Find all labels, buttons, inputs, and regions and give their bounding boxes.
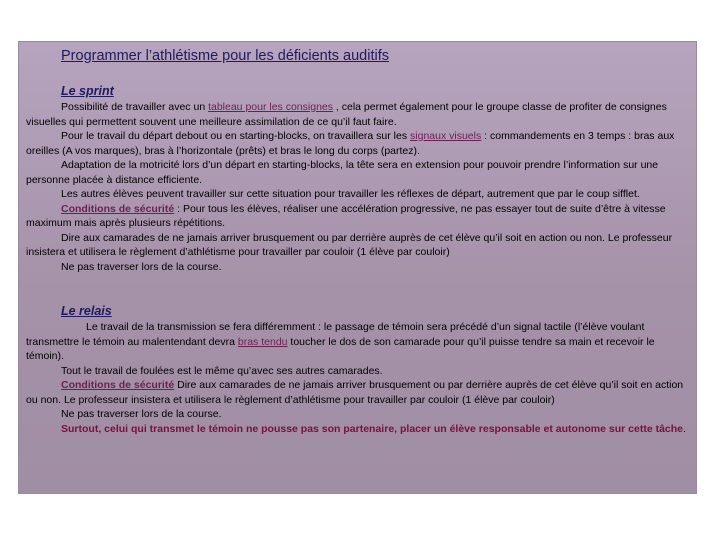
highlight-warning: Surtout, celui qui transmet le témoin ne pousse pas son partenaire, placer un élève responsable et autonome sur cette tâche [61,422,684,435]
section-heading-sprint: Le sprint [61,84,114,98]
sprint-paragraph-traverser: Ne pas traverser lors de la course. [61,260,222,273]
safety-conditions-label: Conditions de sécurité [61,379,175,391]
sprint-paragraph-signaux: Pour le travail du départ debout ou en starting-blocks, on travaillera sur les signaux visuels : commandements en 3 temps : bras aux oreilles (A vos marques), bras à l’horizontale (prêts) et bras le long du corps (partez). [26,130,675,157]
sprint-section [26,100,689,274]
relais-paragraph-surtout: Surtout, celui qui transmet le témoin ne pousse pas son partenaire, placer un élève responsable et autonome sur cette tâche. [61,422,686,435]
relais-paragraph-foulees: Tout le travail de foulées est le même qu’avec ses autres camarades. [61,364,383,377]
relais-paragraph-transmission: Le travail de la transmission se fera différemment : le passage de témoin sera précédé d’un signal tactile (l’élève voulant transmettre le témoin au malentendant devra bras tendu toucher le dos de son camarade pour qu’il puisse tendre sa main et recevoir le témoin). [26,321,655,362]
sprint-paragraph-motricite: Adaptation de la motricité lors d’un départ en starting-blocks, la tête sera en extension pour pouvoir prendre l’information sur une personne placée à distance efficiente. [26,159,659,186]
bras-tendu-link[interactable]: bras tendu [237,335,288,348]
slide [18,41,697,494]
signaux-visuels-link[interactable]: signaux visuels [410,130,482,142]
sprint-paragraph-camarades: Dire aux camarades de ne jamais arriver brusquement ou par derrière auprès de cet élève qu’il soit en action ou non. Le professeur insistera et utilisera le règlement d’athlétisme pour travailler par couloir (1 élève par couloir) [26,231,673,258]
tableau-consignes-link[interactable]: tableau pour les consignes [208,101,333,113]
section-heading-relais: Le relais [61,304,112,318]
page-title: Programmer l’athlétisme pour les déficients auditifs [61,48,389,64]
sprint-paragraph-securite: Conditions de sécurité : Pour tous les élèves, réaliser une accélération progressive, ne pas essayer tout de suite d’être à vitesse maximum mais après plusieurs répétitions. [26,202,666,229]
relais-section [26,320,689,436]
relais-paragraph-securite: Conditions de sécurité Dire aux camarades de ne jamais arriver brusquement ou par derrière auprès de cet élève qu’il soit en action ou non. Le professeur insistera et utilisera le règlement d’athlétisme pour travailler par couloir (1 élève par couloir) [26,379,684,406]
sprint-paragraph-consignes: Possibilité de travailler avec un tableau pour les consignes , cela permet également pour le groupe classe de profiter de consignes visuelles qui permettent souvent une meilleure assimilation de ce qu’il faut faire. [26,101,667,128]
relais-paragraph-traverser: Ne pas traverser lors de la course. [61,408,222,420]
sprint-paragraph-autres-eleves: Les autres élèves peuvent travailler sur cette situation pour travailler les réflexes de départ, autrement que par le coup sifflet. [61,188,640,200]
safety-conditions-label: Conditions de sécurité [61,202,175,215]
